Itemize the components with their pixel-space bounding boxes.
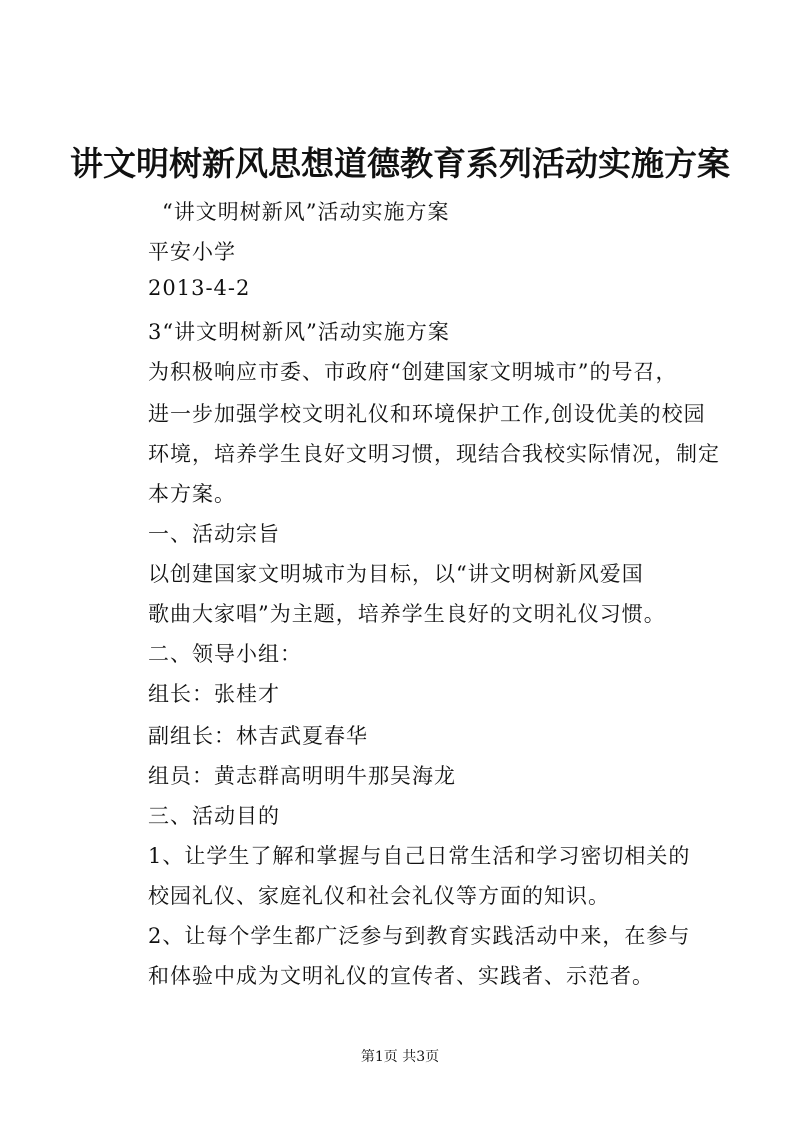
text-line: 进一步加强学校文明礼仪和环境保护工作,创设优美的校园 (148, 402, 706, 426)
text-line: 和体验中成为文明礼仪的宣传者、实践者、示范者。 (148, 964, 654, 988)
section-heading: 二、领导小组： (148, 642, 302, 666)
text-line: 为积极响应市委、市政府“创建国家文明城市”的号召， (148, 360, 678, 384)
text-line: 1、让学生了解和掌握与自己日常生活和学习密切相关的 (148, 844, 691, 868)
school-line: 平安小学 (148, 240, 236, 264)
section-heading: 一、活动宗旨 (148, 522, 280, 546)
text-line: 3“讲文明树新风”活动实施方案 (148, 320, 450, 344)
text-line: 以创建国家文明城市为目标，以“讲文明树新风爱国 (148, 562, 644, 586)
date-line: 2013-4-2 (148, 276, 251, 300)
text-line: 歌曲大家唱”为主题，培养学生良好的文明礼仪习惯。 (148, 602, 666, 626)
text-line: 组员：黄志群高明明牛那吴海龙 (148, 764, 456, 788)
section-heading: 三、活动目的 (148, 804, 280, 828)
text-line: 校园礼仪、家庭礼仪和社会礼仪等方面的知识。 (148, 884, 610, 908)
page-footer: 第1页 共3页 (360, 1049, 440, 1065)
document-title: 讲文明树新风思想道德教育系列活动实施方案 (70, 144, 730, 183)
text-line: 副组长：林吉武夏春华 (148, 724, 368, 748)
text-line: 2、让每个学生都广泛参与到教育实践活动中来，在参与 (148, 924, 691, 948)
text-line: 本方案。 (148, 482, 236, 506)
subtitle-line: “讲文明树新风”活动实施方案 (162, 200, 450, 224)
text-line: 环境，培养学生良好文明习惯，现结合我校实际情况，制定 (148, 442, 720, 466)
text-line: 组长：张桂才 (148, 682, 280, 706)
